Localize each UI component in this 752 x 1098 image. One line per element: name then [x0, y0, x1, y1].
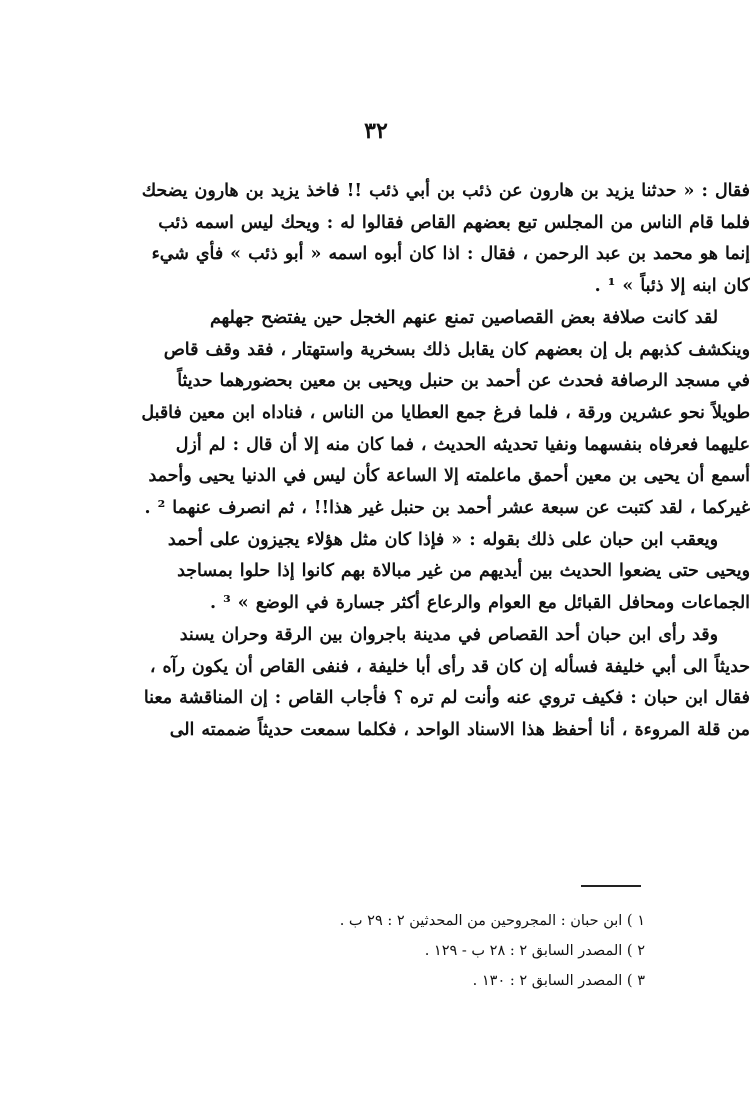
text-line: كان ابنه إلا ذئباً » ¹ .: [594, 276, 750, 297]
text-line: إنما هو محمد بن عبد الرحمن ، فقال : اذا كان أبوه اسمه « أبو ذئب » فأي شيء: [151, 244, 750, 265]
text-line: وقد رأى ابن حبان أحد القصاص في مدينة باجروان بين الرقة وحران يسند: [179, 624, 718, 645]
text-line: فقال : « حدثنا يزيد بن هارون عن ذئب بن أبي ذئب !! فاخذ يزيد بن هارون يضحك: [141, 181, 750, 201]
text-line: ويعقب ابن حبان على ذلك بقوله : « فإذا كان مثل هؤلاء يجيزون على أحمد: [167, 529, 718, 550]
text-line: لقد كانت صلافة بعض القصاصين تمنع عنهم الخجل حين يفتضح جهلهم: [209, 307, 718, 328]
text-line: طويلاً نحو عشرين ورقة ، فلما فرغ جمع العطايا من الناس ، فناداه ابن معين فاقبل: [141, 402, 750, 423]
text-line: ويحيى حتى يضعوا الحديث بين أيديهم من غير مبالاة بهم كانوا إذا حلوا بمساجد: [177, 561, 750, 582]
text-line: الجماعات ومحافل القبائل مع العوام والرعاع أكثر جسارة في الوضع » ³ .: [210, 593, 750, 614]
footnote: ٢ ) المصدر السابق ٢ : ٢٨ ب - ١٢٩ .: [424, 943, 645, 959]
body-text: [62, 176, 750, 747]
text-line: فلما قام الناس من المجلس تبع بعضهم القاص فقالوا له : ويحك ليس اسمه ذئب: [158, 212, 750, 233]
footnotes: [100, 906, 645, 996]
text-line: عليهما فعرفاه بنفسهما ونفيا تحديثه الحديث ، فما كان منه إلا أن قال : لم أزل: [175, 434, 750, 455]
text-line: حديثاً الى أبي خليفة فسأله إن كان قد رأى أبا خليفة ، فنفى القاص أن يكون رآه ،: [149, 656, 750, 677]
page-number: ٣٢: [364, 118, 388, 144]
text-line: أسمع أن يحيى بن معين أحمق ماعلمته إلا الساعة كأن ليس في الدنيا يحيى وأحمد: [148, 466, 750, 487]
text-line: غيركما ، لقد كتبت عن سبعة عشر أحمد بن حنبل غير هذا!! ، ثم انصرف عنهما ² .: [144, 498, 750, 519]
text-line: فقال ابن حبان : فكيف تروي عنه وأنت لم تره ؟ فأجاب القاص : إن المناقشة معنا: [143, 688, 750, 709]
text-line: في مسجد الرصافة فحدث عن أحمد بن حنبل ويحيى بن معين بحضورهما حديثاً: [177, 371, 750, 392]
text-line: وينكشف كذبهم بل إن بعضهم كان يقابل ذلك بسخرية واستهتار ، فقد وقف قاص: [163, 339, 750, 360]
footnote: ٣ ) المصدر السابق ٢ : ١٣٠ .: [472, 973, 645, 989]
text-line: من قلة المروءة ، أنا أحفظ هذا الاسناد الواحد ، فكلما سمعت حديثاً ضممته الى: [169, 719, 750, 740]
footnote-divider: [581, 885, 641, 887]
footnote: ١ ) ابن حبان : المجروحين من المحدثين ٢ : ٢٩ ب .: [339, 913, 645, 929]
